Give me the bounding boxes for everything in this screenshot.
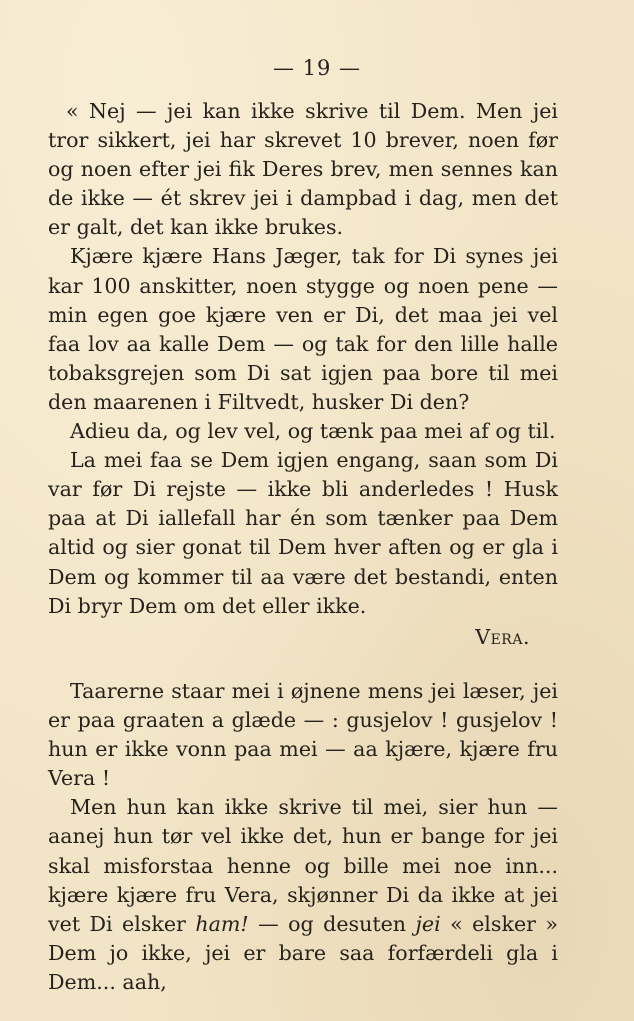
letter-paragraph-3: Adieu da, og lev vel, og tænk paa mei af og til. [70, 419, 556, 444]
emphasis-jei: jei [415, 911, 441, 936]
narrative-paragraph-1: Taarerne staar mei i øjnene mens jei læser, jei er paa graaten a glæde — : gusjelov ! gusjelov ! hun er ikke vonn paa mei — aa kjære, kjære fru Vera ! [48, 679, 558, 791]
narrative-text-part-1: Men hun kan ikke skrive til mei, sier hun — aanej hun tør vel ikke det, hun er bange for jei skal misforstaa henne og bille mei noe inn... kjære kjære fru Vera, skjønner Di da ikke at jei vet Di elsker [48, 795, 558, 936]
narrative-section [48, 677, 558, 997]
page-number: — 19 — [272, 56, 362, 80]
letter-paragraph-4: La mei faa se Dem igjen engang, saan som Di var før Di rejste — ikke bli anderledes ! Husk paa at Di iallefall har én som tænker paa Dem altid og sier gonat til Dem hver aften og er gla i Dem og kommer til aa være det bestandi, enten Di bryr Dem om det eller ikke. [48, 448, 558, 618]
narrative-text-part-2: — og desuten [248, 911, 416, 936]
narrative-paragraph-2 [48, 793, 558, 997]
letter-section [48, 97, 558, 652]
narrative-text-part-3: « elsker » Dem jo ikke, jei er bare saa forfærdeli gla i Dem... aah, [48, 911, 558, 994]
letter-paragraph-1: « Nej — jei kan ikke skrive til Dem. Men jei tror sikkert, jei har skrevet 10 brever, noen før og noen efter jei fik Deres brev, men sennes kan de ikke — ét skrev jei i dampbad i dag, men det er galt, det kan ikke brukes. [48, 99, 558, 240]
letter-signature: Vera. [475, 624, 530, 649]
emphasis-ham: ham! [195, 911, 249, 936]
letter-paragraph-2: Kjære kjære Hans Jæger, tak for Di synes jei kar 100 anskitter, noen stygge og noen pene — min egen goe kjære ven er Di, det maa jei vel faa lov aa kalle Dem — og tak for den lille halle tobaksgrejen som Di sat igjen paa bore til mei den maarenen i Filtvedt, husker Di den? [48, 244, 558, 414]
